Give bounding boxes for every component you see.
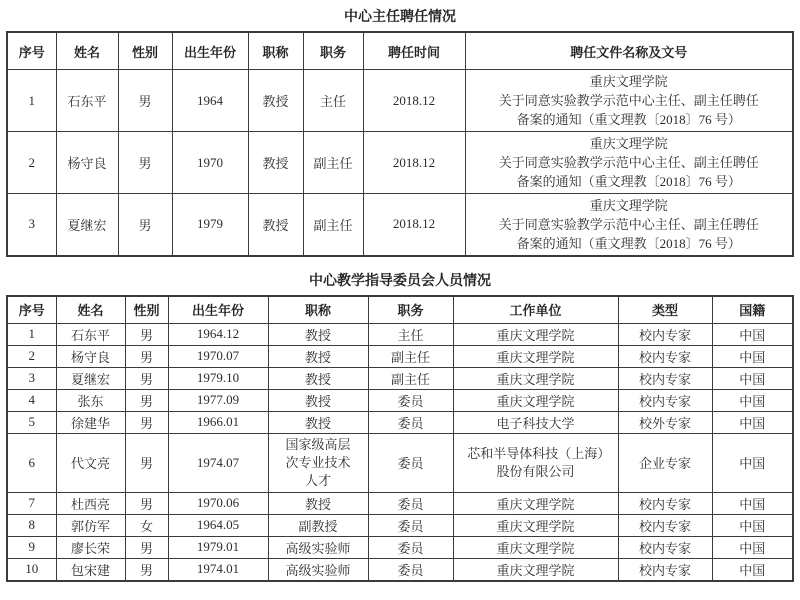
cell-no: 10	[7, 558, 56, 581]
cell-org: 电子科技大学	[453, 411, 618, 433]
cell-org: 重庆文理学院	[453, 389, 618, 411]
cell-birth: 1979	[172, 194, 248, 256]
cell-no: 9	[7, 536, 56, 558]
cell-gender: 男	[125, 536, 168, 558]
cell-type: 校内专家	[618, 389, 712, 411]
cell-gender: 男	[125, 558, 168, 581]
cell-birth: 1970.07	[168, 345, 268, 367]
cell-nationality: 中国	[712, 345, 793, 367]
cell-position: 委员	[368, 433, 453, 492]
cell-position: 主任	[368, 323, 453, 345]
cell-no: 2	[7, 345, 56, 367]
cell-name: 石东平	[56, 70, 118, 132]
table-row	[7, 323, 793, 345]
cell-type: 校内专家	[618, 367, 712, 389]
cell-name: 杜西亮	[56, 492, 125, 514]
cell-no: 4	[7, 389, 56, 411]
teaching-committee-table	[6, 295, 794, 582]
cell-nationality: 中国	[712, 492, 793, 514]
cell-position: 委员	[368, 514, 453, 536]
table-row	[7, 433, 793, 492]
cell-document	[465, 132, 793, 194]
cell-gender: 男	[125, 389, 168, 411]
header-cell-gender: 性别	[125, 296, 168, 324]
cell-gender: 男	[118, 70, 172, 132]
cell-birth: 1970.06	[168, 492, 268, 514]
cell-name: 包宋建	[56, 558, 125, 581]
table-row	[7, 132, 793, 194]
cell-org: 重庆文理学院	[453, 514, 618, 536]
cell-type: 校外专家	[618, 411, 712, 433]
cell-position: 委员	[368, 389, 453, 411]
cell-gender: 男	[118, 132, 172, 194]
cell-title: 教授	[268, 492, 368, 514]
header-cell-time: 聘任时间	[363, 32, 465, 70]
cell-gender: 男	[125, 323, 168, 345]
cell-name: 石东平	[56, 323, 125, 345]
cell-org: 重庆文理学院	[453, 492, 618, 514]
table-row	[7, 367, 793, 389]
cell-name: 夏继宏	[56, 194, 118, 256]
cell-position: 副主任	[368, 345, 453, 367]
table-row	[7, 492, 793, 514]
cell-birth: 1966.01	[168, 411, 268, 433]
cell-nationality: 中国	[712, 514, 793, 536]
cell-type: 校内专家	[618, 492, 712, 514]
cell-org: 重庆文理学院	[453, 536, 618, 558]
cell-org: 重庆文理学院	[453, 323, 618, 345]
table-row	[7, 70, 793, 132]
cell-nationality: 中国	[712, 536, 793, 558]
cell-time: 2018.12	[363, 132, 465, 194]
cell-type: 企业专家	[618, 433, 712, 492]
cell-name: 徐建华	[56, 411, 125, 433]
document-line: 关于同意实验教学示范中心主任、副主任聘任	[498, 93, 759, 108]
cell-gender: 女	[125, 514, 168, 536]
cell-nationality: 中国	[712, 389, 793, 411]
cell-position: 副主任	[368, 367, 453, 389]
header-cell-type: 类型	[618, 296, 712, 324]
cell-position: 主任	[303, 70, 363, 132]
cell-birth: 1977.09	[168, 389, 268, 411]
cell-type: 校内专家	[618, 323, 712, 345]
table2-title: 中心教学指导委员会人员情况	[309, 271, 491, 288]
cell-nationality: 中国	[712, 411, 793, 433]
header-cell-name: 姓名	[56, 296, 125, 324]
document-line: 关于同意实验教学示范中心主任、副主任聘任	[498, 155, 759, 170]
table-row	[7, 194, 793, 256]
cell-time: 2018.12	[363, 194, 465, 256]
cell-no: 2	[7, 132, 56, 194]
cell-document	[465, 70, 793, 132]
cell-name: 郭仿军	[56, 514, 125, 536]
header-cell-position: 职务	[303, 32, 363, 70]
cell-no: 8	[7, 514, 56, 536]
cell-name: 廖长荣	[56, 536, 125, 558]
cell-gender: 男	[125, 345, 168, 367]
header-cell-gender: 性别	[118, 32, 172, 70]
cell-title: 教授	[248, 70, 303, 132]
cell-title: 教授	[268, 345, 368, 367]
cell-org: 重庆文理学院	[453, 558, 618, 581]
document-line: 重庆文理学院	[589, 74, 668, 89]
cell-nationality: 中国	[712, 323, 793, 345]
cell-no: 1	[7, 70, 56, 132]
cell-nationality: 中国	[712, 558, 793, 581]
table1-title: 中心主任聘任情况	[344, 8, 456, 24]
header-cell-birth: 出生年份	[172, 32, 248, 70]
document-line: 重庆文理学院	[589, 136, 668, 151]
table-row	[7, 389, 793, 411]
header-cell-no: 序号	[7, 296, 56, 324]
cell-birth: 1974.01	[168, 558, 268, 581]
cell-title: 教授	[248, 132, 303, 194]
director-appointment-table	[6, 31, 794, 257]
cell-name: 杨守良	[56, 132, 118, 194]
cell-org: 重庆文理学院	[453, 367, 618, 389]
table1-header-row	[7, 32, 793, 70]
cell-name: 杨守良	[56, 345, 125, 367]
cell-nationality: 中国	[712, 433, 793, 492]
cell-type: 校内专家	[618, 536, 712, 558]
cell-position: 委员	[368, 558, 453, 581]
cell-gender: 男	[125, 411, 168, 433]
cell-title: 教授	[268, 389, 368, 411]
cell-no: 7	[7, 492, 56, 514]
table-row	[7, 514, 793, 536]
cell-birth: 1964.12	[168, 323, 268, 345]
cell-time: 2018.12	[363, 70, 465, 132]
cell-title: 国家级高层次专业技术人才	[268, 433, 368, 492]
cell-position: 副主任	[303, 194, 363, 256]
cell-birth: 1964.05	[168, 514, 268, 536]
table-row	[7, 558, 793, 581]
cell-birth: 1964	[172, 70, 248, 132]
cell-name: 代文亮	[56, 433, 125, 492]
cell-no: 6	[7, 433, 56, 492]
cell-no: 1	[7, 323, 56, 345]
cell-no: 3	[7, 367, 56, 389]
cell-position: 副主任	[303, 132, 363, 194]
cell-title: 教授	[248, 194, 303, 256]
table2-header-row	[7, 296, 793, 324]
cell-birth: 1979.01	[168, 536, 268, 558]
cell-title: 高级实验师	[268, 536, 368, 558]
document-line: 备案的通知（重文理教〔2018〕76 号）	[516, 235, 741, 251]
cell-type: 校内专家	[618, 558, 712, 581]
cell-birth: 1974.07	[168, 433, 268, 492]
document-line: 备案的通知（重文理教〔2018〕76 号）	[516, 174, 741, 189]
header-cell-title: 职称	[268, 296, 368, 324]
cell-type: 校内专家	[618, 514, 712, 536]
cell-name: 张东	[56, 389, 125, 411]
cell-type: 校内专家	[618, 345, 712, 367]
cell-gender: 男	[118, 194, 172, 256]
cell-document	[465, 194, 793, 256]
cell-gender: 男	[125, 492, 168, 514]
cell-title: 副教授	[268, 514, 368, 536]
document-line: 关于同意实验教学示范中心主任、副主任聘任	[498, 216, 759, 232]
cell-gender: 男	[125, 433, 168, 492]
header-cell-birth: 出生年份	[168, 296, 268, 324]
header-cell-org: 工作单位	[453, 296, 618, 324]
cell-no: 3	[7, 194, 56, 256]
cell-title: 教授	[268, 323, 368, 345]
cell-position: 委员	[368, 536, 453, 558]
table-row	[7, 411, 793, 433]
cell-birth: 1970	[172, 132, 248, 194]
header-cell-nationality: 国籍	[712, 296, 793, 324]
cell-birth: 1979.10	[168, 367, 268, 389]
table-row	[7, 345, 793, 367]
cell-org: 芯和半导体科技（上海）股份有限公司	[453, 433, 618, 492]
header-cell-name: 姓名	[56, 32, 118, 70]
cell-no: 5	[7, 411, 56, 433]
document-line: 备案的通知（重文理教〔2018〕76 号）	[516, 112, 741, 127]
cell-nationality: 中国	[712, 367, 793, 389]
document-line: 重庆文理学院	[589, 197, 668, 213]
header-cell-title: 职称	[248, 32, 303, 70]
cell-org: 重庆文理学院	[453, 345, 618, 367]
cell-title: 教授	[268, 367, 368, 389]
cell-gender: 男	[125, 367, 168, 389]
header-cell-no: 序号	[7, 32, 56, 70]
cell-position: 委员	[368, 411, 453, 433]
cell-title: 高级实验师	[268, 558, 368, 581]
cell-name: 夏继宏	[56, 367, 125, 389]
header-cell-position: 职务	[368, 296, 453, 324]
table-row	[7, 536, 793, 558]
cell-position: 委员	[368, 492, 453, 514]
cell-title: 教授	[268, 411, 368, 433]
header-cell-document: 聘任文件名称及文号	[465, 32, 793, 70]
